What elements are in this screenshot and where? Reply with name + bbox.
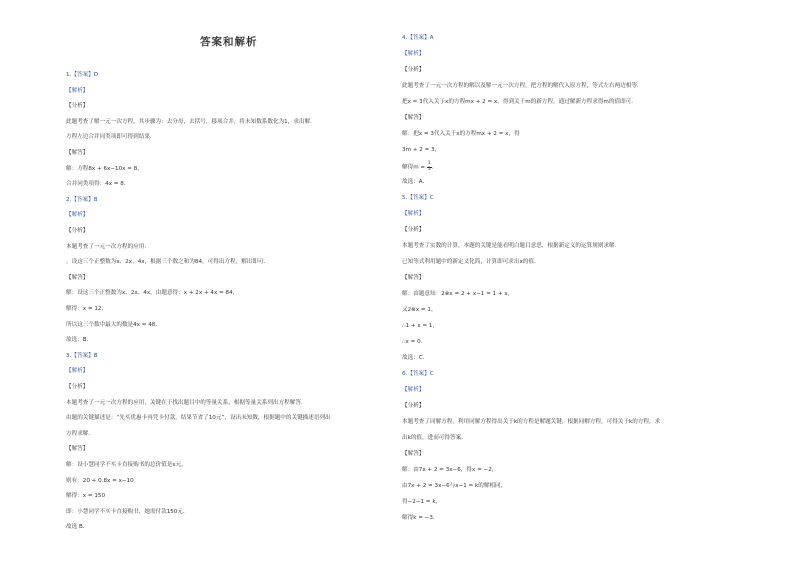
line-text: 合并同类项得：4x = 8．	[66, 181, 130, 188]
right-text-line	[402, 274, 424, 282]
left-text-line	[66, 149, 88, 157]
right-text-line	[402, 226, 424, 234]
line-text: 3m + 2 = 3，	[402, 147, 441, 153]
left-text-line	[66, 227, 88, 235]
left-text-line	[66, 211, 88, 219]
line-text: 由7x + 2 = 3x−6与x−1 = k的解相同，	[402, 483, 507, 489]
line-text: 解：由7x + 2 = 3x−6，得x = −2，	[402, 467, 498, 473]
left-text-line	[66, 461, 187, 469]
line-text: 把x = 3代入关于x的方程mx + 2 = x，得到关于m的新方程，通过解新方程求得m的值即可．	[402, 99, 637, 105]
left-text-line	[66, 274, 88, 282]
line-text: ∴1 + x = 1，	[402, 323, 439, 329]
line-text: 则有：20 + 0.8x = x−10	[66, 477, 134, 484]
line-text: 【解析】	[66, 368, 89, 375]
line-text: 所以这三个数中最大的数是4x = 48．	[66, 321, 161, 328]
left-text-line	[66, 336, 92, 344]
left-text-line	[66, 258, 269, 266]
left-text-line	[66, 289, 238, 297]
right-text-line	[402, 466, 497, 474]
right-text-line	[402, 386, 424, 394]
left-text-line	[66, 477, 134, 485]
line-text: 6.【答案】C	[402, 371, 434, 377]
line-text: 解：方程8x + 6x−10x = 8，	[66, 165, 143, 172]
left-text-line	[66, 102, 88, 110]
left-text-line	[66, 414, 331, 422]
right-text-line	[402, 146, 440, 154]
right-text-line	[402, 306, 437, 314]
left-text-line	[66, 196, 98, 204]
right-text-line	[402, 210, 424, 218]
line-text: 1.【答案】D	[66, 72, 99, 78]
line-text: 【解析】	[402, 387, 425, 393]
left-text-line	[66, 118, 316, 126]
line-text: 解得：x = 12，	[66, 306, 108, 312]
line-text: 【解答】	[402, 115, 425, 121]
line-text: 5.【答案】C	[402, 195, 434, 201]
line-text: 得−2−1 = k，	[402, 499, 442, 505]
right-text-line	[402, 242, 620, 250]
line-text: 解得：x = 150	[66, 493, 106, 500]
left-text-line	[66, 399, 307, 407]
line-text: 解得m =	[402, 164, 427, 171]
right-text-line	[402, 162, 437, 172]
line-text: 故选：A．	[402, 179, 429, 185]
line-text: 【解答】	[66, 446, 89, 453]
line-text: 又2⊗x = 1，	[402, 307, 437, 313]
line-text: 【分析】	[66, 384, 89, 390]
left-text-line	[66, 383, 88, 391]
line-text: 出k的值，进而可得答案．	[402, 435, 467, 441]
line-text: 【解析】	[66, 212, 89, 219]
right-text-line	[402, 370, 434, 378]
fraction-numerator: 1	[427, 161, 431, 166]
line-text: 即：小慧同学不买卡直接购书，她需付款150元．	[66, 508, 189, 515]
right-text-line	[402, 98, 637, 106]
right-text-line	[402, 178, 428, 186]
line-text: 4.【答案】A	[402, 35, 434, 41]
line-text: 【解答】	[66, 150, 89, 156]
line-text: 【解析】	[402, 51, 425, 57]
line-text: 本题考查了同解方程，利用同解方程得出关于k的方程是解题关键，根据同解方程，可得关于k的方程，求	[402, 419, 661, 425]
left-text-line	[66, 430, 94, 438]
right-text-line	[402, 50, 424, 58]
line-text-after: ．	[431, 164, 438, 171]
left-text-line	[66, 305, 107, 313]
left-text-line	[66, 243, 150, 251]
line-text: 解得k = −3．	[402, 515, 439, 521]
line-text: 【分析】	[402, 227, 425, 233]
right-text-line	[402, 434, 467, 442]
right-text-line	[402, 258, 540, 266]
right-text-line	[402, 402, 424, 410]
right-text-line	[402, 498, 441, 506]
line-text: 【解答】	[66, 274, 89, 281]
left-text-line	[66, 165, 143, 173]
line-text: 【分析】	[402, 403, 425, 409]
line-text: 本题考查了实数的计算，本题的关键是能看明白题目意思，根据新定义的运算规则求解．	[402, 243, 621, 249]
right-text-line	[402, 114, 424, 122]
left-text-line	[66, 87, 88, 95]
line-text: 【解答】	[402, 275, 425, 281]
right-text-line	[402, 338, 426, 346]
line-text: ∴x = 0．	[402, 339, 427, 345]
right-text-line	[402, 354, 428, 362]
line-text: 3.【答案】B	[66, 352, 98, 359]
right-text-line	[402, 82, 643, 90]
left-text-line	[66, 367, 88, 375]
right-text-line	[402, 418, 660, 426]
right-text-line	[402, 66, 424, 74]
line-text: 故选 B．	[66, 524, 89, 531]
left-text-line	[66, 321, 161, 329]
left-text-line	[66, 71, 98, 79]
right-text-line	[402, 450, 424, 458]
left-text-line	[66, 445, 88, 453]
right-text-line	[402, 514, 439, 522]
right-text-line	[402, 194, 434, 202]
line-text: 此题考查了一元一次方程的解以及解一元一次方程，把方程的解代入原方程，等式左右两边相等．	[402, 83, 643, 89]
line-text: ，设这三个正整数为x、2x、4x，根据三个数之和为84，可得出方程，解出即可．	[66, 259, 270, 266]
right-text-line	[402, 322, 438, 330]
line-text: 【解析】	[66, 87, 89, 94]
left-text-line	[66, 492, 105, 500]
line-text: 解：由题意知：2⊗x = 2 + x−1 = 1 + x，	[402, 291, 514, 297]
line-text: 【分析】	[66, 228, 89, 234]
line-text: 【解答】	[402, 451, 425, 457]
line-text: 【解析】	[402, 211, 425, 217]
line-text: 故选：B．	[66, 337, 93, 344]
right-text-line	[402, 130, 520, 138]
line-text: 已知等式利用题中的新定义化简，计算即可求出x的值．	[402, 259, 540, 265]
line-text: 本题考查了一元一次方程的应用．	[66, 243, 150, 250]
line-text: 解：把x = 3代入关于x的方程mx + 2 = x，得	[402, 131, 520, 137]
right-text-line	[402, 290, 513, 298]
line-text: 此题考查了解一元一次方程，其步骤为：去分母，去括号，移项合并，将未知数系数化为1，求出解．	[66, 118, 316, 125]
line-text: 本题考查了一元一次方程的应用，关键在于找出题目中的等量关系，根据等量关系列出方程解答．	[66, 399, 307, 406]
left-text-line	[66, 133, 156, 141]
line-text: 故选：C．	[402, 355, 429, 361]
right-text-line	[402, 34, 434, 42]
line-text: 【分析】	[402, 67, 425, 73]
left-text-line	[66, 180, 129, 188]
fraction-denominator: 3	[427, 166, 431, 172]
line-text: 方程左边合并同类项即可得到结果．	[66, 134, 156, 141]
line-text: 解：设小慧同学不买卡直接购书的总价值是x元，	[66, 462, 187, 468]
line-text: 解：设这三个正整数为x、2x、4x，由题意得：x + 2x + 4x = 84，	[66, 290, 239, 297]
line-text: 【分析】	[66, 103, 89, 110]
line-text: 由题的关键描述是：“先买优惠卡再凭卡付款，结果节省了10元”，设出未知数，根据题中的关键描述语列出	[66, 415, 331, 422]
line-text: 2.【答案】B	[66, 196, 98, 203]
page-title: 答案和解析	[200, 36, 258, 48]
left-text-line	[66, 508, 189, 516]
left-text-line	[66, 352, 98, 360]
right-text-line	[402, 482, 506, 490]
left-text-line	[66, 523, 88, 531]
line-text: 方程求解．	[66, 430, 94, 437]
